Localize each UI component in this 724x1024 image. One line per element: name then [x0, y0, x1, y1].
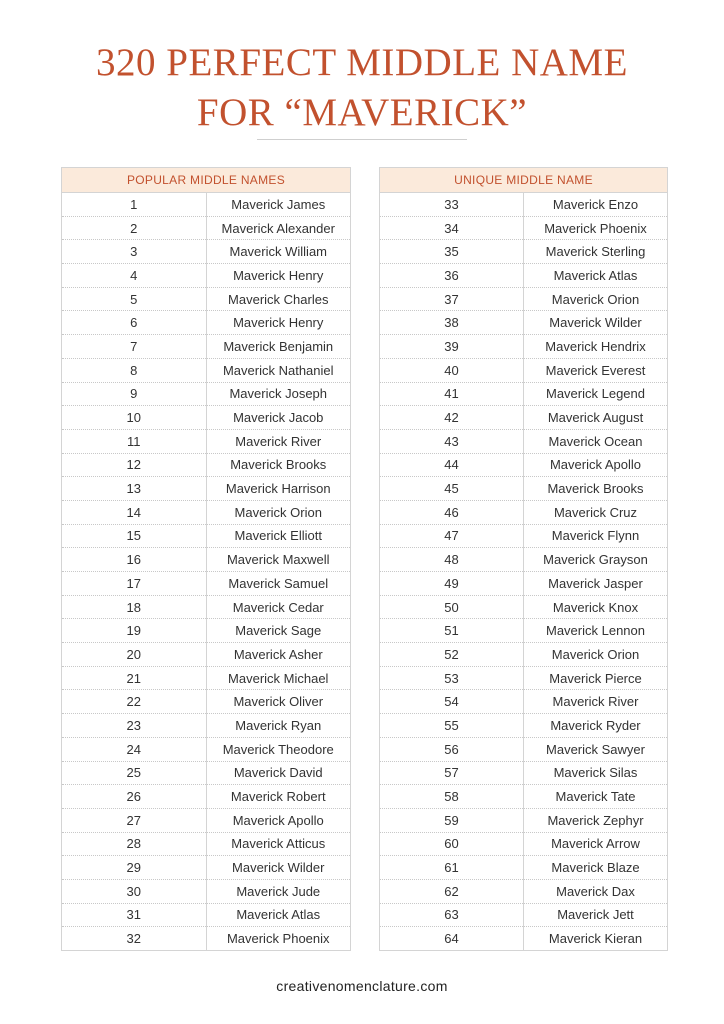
row-number: 55 — [380, 714, 524, 738]
table-row — [62, 382, 351, 406]
footer-website: creativenomenclature.com — [276, 978, 448, 994]
middle-name-cell: Maverick Kieran — [548, 931, 643, 947]
middle-name-cell: Maverick Atticus — [206, 832, 351, 856]
row-number: 50 — [380, 595, 524, 619]
table-row — [62, 524, 351, 548]
row-number: 24 — [62, 737, 207, 761]
middle-name-cell: Maverick Enzo — [524, 193, 668, 217]
table-row — [62, 193, 351, 217]
middle-name-cell: Maverick Dax — [524, 879, 668, 903]
table-row — [380, 879, 668, 903]
table-row — [62, 832, 351, 856]
table-row — [380, 903, 668, 927]
middle-name-cell: Maverick Asher — [206, 643, 351, 667]
row-number: 38 — [380, 311, 524, 335]
row-number: 25 — [62, 761, 207, 785]
row-number: 14 — [62, 500, 207, 524]
row-number: 17 — [62, 572, 207, 596]
table-row — [62, 643, 351, 667]
table-row — [380, 927, 668, 951]
title-line-1: 320 PERFECT MIDDLE NAME — [96, 41, 628, 84]
row-number: 52 — [380, 643, 524, 667]
row-number: 42 — [380, 406, 524, 430]
row-number: 2 — [62, 216, 207, 240]
row-number: 16 — [62, 548, 207, 572]
row-number: 57 — [380, 761, 524, 785]
table-row — [62, 856, 351, 880]
row-number: 6 — [62, 311, 207, 335]
table-row — [62, 406, 351, 430]
middle-name-cell: Maverick Jude — [206, 879, 351, 903]
table-row — [380, 287, 668, 311]
row-number: 48 — [380, 548, 524, 572]
unique-names-table — [379, 167, 668, 951]
middle-name-cell: Maverick Elliott — [206, 524, 351, 548]
middle-name-cell: Maverick Nathaniel — [206, 358, 351, 382]
row-number: 62 — [380, 879, 524, 903]
middle-name-cell: Maverick Michael — [206, 666, 351, 690]
middle-name-cell: Maverick Everest — [524, 358, 668, 382]
middle-name-cell: Maverick Benjamin — [206, 335, 351, 359]
table-row — [380, 643, 668, 667]
row-number: 10 — [62, 406, 207, 430]
row-number: 61 — [380, 856, 524, 880]
table-row — [62, 785, 351, 809]
table-row — [380, 548, 668, 572]
row-number: 9 — [62, 382, 207, 406]
middle-name-cell: Maverick Maxwell — [206, 548, 351, 572]
table-row — [380, 595, 668, 619]
table-row — [380, 785, 668, 809]
table-row — [62, 548, 351, 572]
middle-name-cell: Maverick Arrow — [524, 832, 668, 856]
row-number: 37 — [380, 287, 524, 311]
row-number: 1 — [62, 193, 207, 217]
table-row — [62, 619, 351, 643]
table-row — [380, 453, 668, 477]
row-number: 56 — [380, 737, 524, 761]
middle-name-cell: Maverick Atlas — [206, 903, 351, 927]
table-row — [380, 737, 668, 761]
row-number: 29 — [62, 856, 207, 880]
middle-name-cell: Maverick Ryder — [524, 714, 668, 738]
middle-name-cell: Maverick David — [206, 761, 351, 785]
table-row — [62, 808, 351, 832]
table-row — [62, 714, 351, 738]
row-number: 22 — [62, 690, 207, 714]
middle-name-cell: Maverick Henry — [206, 311, 351, 335]
table-row — [380, 832, 668, 856]
row-number: 7 — [62, 335, 207, 359]
row-number: 4 — [62, 264, 207, 288]
row-number: 63 — [380, 903, 524, 927]
middle-name-cell: Maverick Jasper — [524, 572, 668, 596]
row-number: 13 — [62, 477, 207, 501]
middle-name-cell: Maverick William — [206, 240, 351, 264]
middle-name-cell: Maverick Wilder — [524, 311, 668, 335]
middle-name-cell: Maverick Joseph — [206, 382, 351, 406]
middle-name-cell: Maverick Oliver — [206, 690, 351, 714]
middle-name-cell: Maverick River — [206, 429, 351, 453]
row-number: 20 — [62, 643, 207, 667]
table-row — [62, 429, 351, 453]
title-divider — [257, 139, 467, 140]
table-row — [380, 666, 668, 690]
row-number: 64 — [380, 927, 524, 951]
middle-name-cell: Maverick Harrison — [206, 477, 351, 501]
table-row — [380, 382, 668, 406]
table-row — [380, 311, 668, 335]
row-number: 26 — [62, 785, 207, 809]
middle-name-cell: Maverick Orion — [524, 287, 668, 311]
row-number: 39 — [380, 335, 524, 359]
table-row — [380, 572, 668, 596]
middle-name-cell: Maverick Ryan — [206, 714, 351, 738]
row-number: 8 — [62, 358, 207, 382]
row-number: 36 — [380, 264, 524, 288]
middle-name-cell: Maverick Theodore — [206, 737, 351, 761]
table-row — [62, 927, 351, 951]
middle-name-cell: Maverick Alexander — [206, 216, 351, 240]
row-number: 41 — [380, 382, 524, 406]
row-number: 44 — [380, 453, 524, 477]
row-number: 35 — [380, 240, 524, 264]
row-number: 11 — [62, 429, 207, 453]
table-row — [62, 240, 351, 264]
table-row — [380, 477, 668, 501]
table-row — [380, 808, 668, 832]
table-row — [62, 761, 351, 785]
middle-name-cell: Maverick Orion — [206, 500, 351, 524]
row-number: 54 — [380, 690, 524, 714]
row-number: 60 — [380, 832, 524, 856]
row-number: 32 — [62, 927, 207, 951]
middle-name-cell: Maverick James — [206, 193, 351, 217]
page-title — [0, 38, 724, 138]
unique-names-body — [380, 193, 668, 951]
middle-name-cell: Maverick Phoenix — [226, 931, 330, 947]
row-number: 28 — [62, 832, 207, 856]
row-number: 30 — [62, 879, 207, 903]
middle-name-cell: Maverick Orion — [524, 643, 668, 667]
row-number: 27 — [62, 808, 207, 832]
middle-name-cell: Maverick Phoenix — [524, 216, 668, 240]
unique-names-header: UNIQUE MIDDLE NAME — [380, 168, 668, 193]
table-row — [380, 429, 668, 453]
table-row — [62, 572, 351, 596]
row-number: 12 — [62, 453, 207, 477]
middle-name-cell: Maverick Sage — [206, 619, 351, 643]
middle-name-cell: Maverick Sawyer — [524, 737, 668, 761]
middle-name-cell: Maverick Jett — [524, 903, 668, 927]
middle-name-cell: Maverick Henry — [206, 264, 351, 288]
table-header-row — [62, 168, 351, 193]
table-row — [62, 216, 351, 240]
table-row — [62, 903, 351, 927]
middle-name-cell: Maverick Lennon — [524, 619, 668, 643]
middle-name-cell: Maverick Grayson — [524, 548, 668, 572]
table-row — [380, 714, 668, 738]
title-line-2: FOR “MAVERICK” — [196, 91, 528, 134]
row-number: 45 — [380, 477, 524, 501]
table-row — [380, 193, 668, 217]
row-number: 15 — [62, 524, 207, 548]
table-row — [62, 264, 351, 288]
middle-name-cell: Maverick Pierce — [524, 666, 668, 690]
table-row — [62, 595, 351, 619]
middle-name-cell: Maverick Cruz — [524, 500, 668, 524]
row-number: 34 — [380, 216, 524, 240]
table-row — [62, 477, 351, 501]
table-row — [62, 311, 351, 335]
table-row — [62, 879, 351, 903]
popular-names-body — [62, 193, 351, 951]
middle-name-cell: Maverick Apollo — [524, 453, 668, 477]
middle-name-cell: Maverick Sterling — [524, 240, 668, 264]
row-number: 19 — [62, 619, 207, 643]
middle-name-cell: Maverick Atlas — [524, 264, 668, 288]
row-number: 31 — [62, 903, 207, 927]
table-row — [62, 500, 351, 524]
middle-name-cell: Maverick Brooks — [206, 453, 351, 477]
row-number: 51 — [380, 619, 524, 643]
middle-name-cell: Maverick Silas — [524, 761, 668, 785]
middle-name-cell: Maverick Knox — [524, 595, 668, 619]
table-row — [62, 358, 351, 382]
table-header-row — [380, 168, 668, 193]
row-number: 58 — [380, 785, 524, 809]
table-row — [62, 666, 351, 690]
row-number: 43 — [380, 429, 524, 453]
popular-names-table — [61, 167, 351, 951]
middle-name-cell: Maverick Samuel — [206, 572, 351, 596]
middle-name-cell: Maverick Jacob — [206, 406, 351, 430]
middle-name-cell: Maverick Ocean — [524, 429, 668, 453]
row-number: 40 — [380, 358, 524, 382]
table-row — [380, 500, 668, 524]
row-number: 18 — [62, 595, 207, 619]
table-row — [62, 287, 351, 311]
row-number: 33 — [380, 193, 524, 217]
table-row — [380, 406, 668, 430]
row-number: 23 — [62, 714, 207, 738]
table-row — [62, 737, 351, 761]
table-row — [380, 240, 668, 264]
table-row — [380, 264, 668, 288]
table-row — [380, 335, 668, 359]
row-number: 3 — [62, 240, 207, 264]
middle-name-cell: Maverick Robert — [206, 785, 351, 809]
middle-name-cell: Maverick Flynn — [524, 524, 668, 548]
middle-name-cell: Maverick Wilder — [206, 856, 351, 880]
row-number: 59 — [380, 808, 524, 832]
row-number: 47 — [380, 524, 524, 548]
middle-name-cell: Maverick August — [524, 406, 668, 430]
row-number: 46 — [380, 500, 524, 524]
middle-name-cell: Maverick Hendrix — [524, 335, 668, 359]
middle-name-cell: Maverick Legend — [524, 382, 668, 406]
popular-names-header: POPULAR MIDDLE NAMES — [62, 168, 351, 193]
middle-name-cell: Maverick Zephyr — [524, 808, 668, 832]
table-row — [380, 761, 668, 785]
middle-name-cell: Maverick Blaze — [524, 856, 668, 880]
table-row — [62, 690, 351, 714]
table-row — [62, 453, 351, 477]
row-number: 53 — [380, 666, 524, 690]
table-row — [380, 856, 668, 880]
row-number: 21 — [62, 666, 207, 690]
row-number: 5 — [62, 287, 207, 311]
table-row — [380, 524, 668, 548]
middle-name-cell: Maverick Tate — [524, 785, 668, 809]
middle-name-cell: Maverick River — [524, 690, 668, 714]
middle-name-cell: Maverick Brooks — [524, 477, 668, 501]
table-row — [62, 335, 351, 359]
table-row — [380, 358, 668, 382]
middle-name-cell: Maverick Apollo — [206, 808, 351, 832]
middle-name-cell: Maverick Cedar — [206, 595, 351, 619]
middle-name-cell: Maverick Charles — [206, 287, 351, 311]
table-row — [380, 216, 668, 240]
table-row — [380, 619, 668, 643]
table-row — [380, 690, 668, 714]
row-number: 49 — [380, 572, 524, 596]
